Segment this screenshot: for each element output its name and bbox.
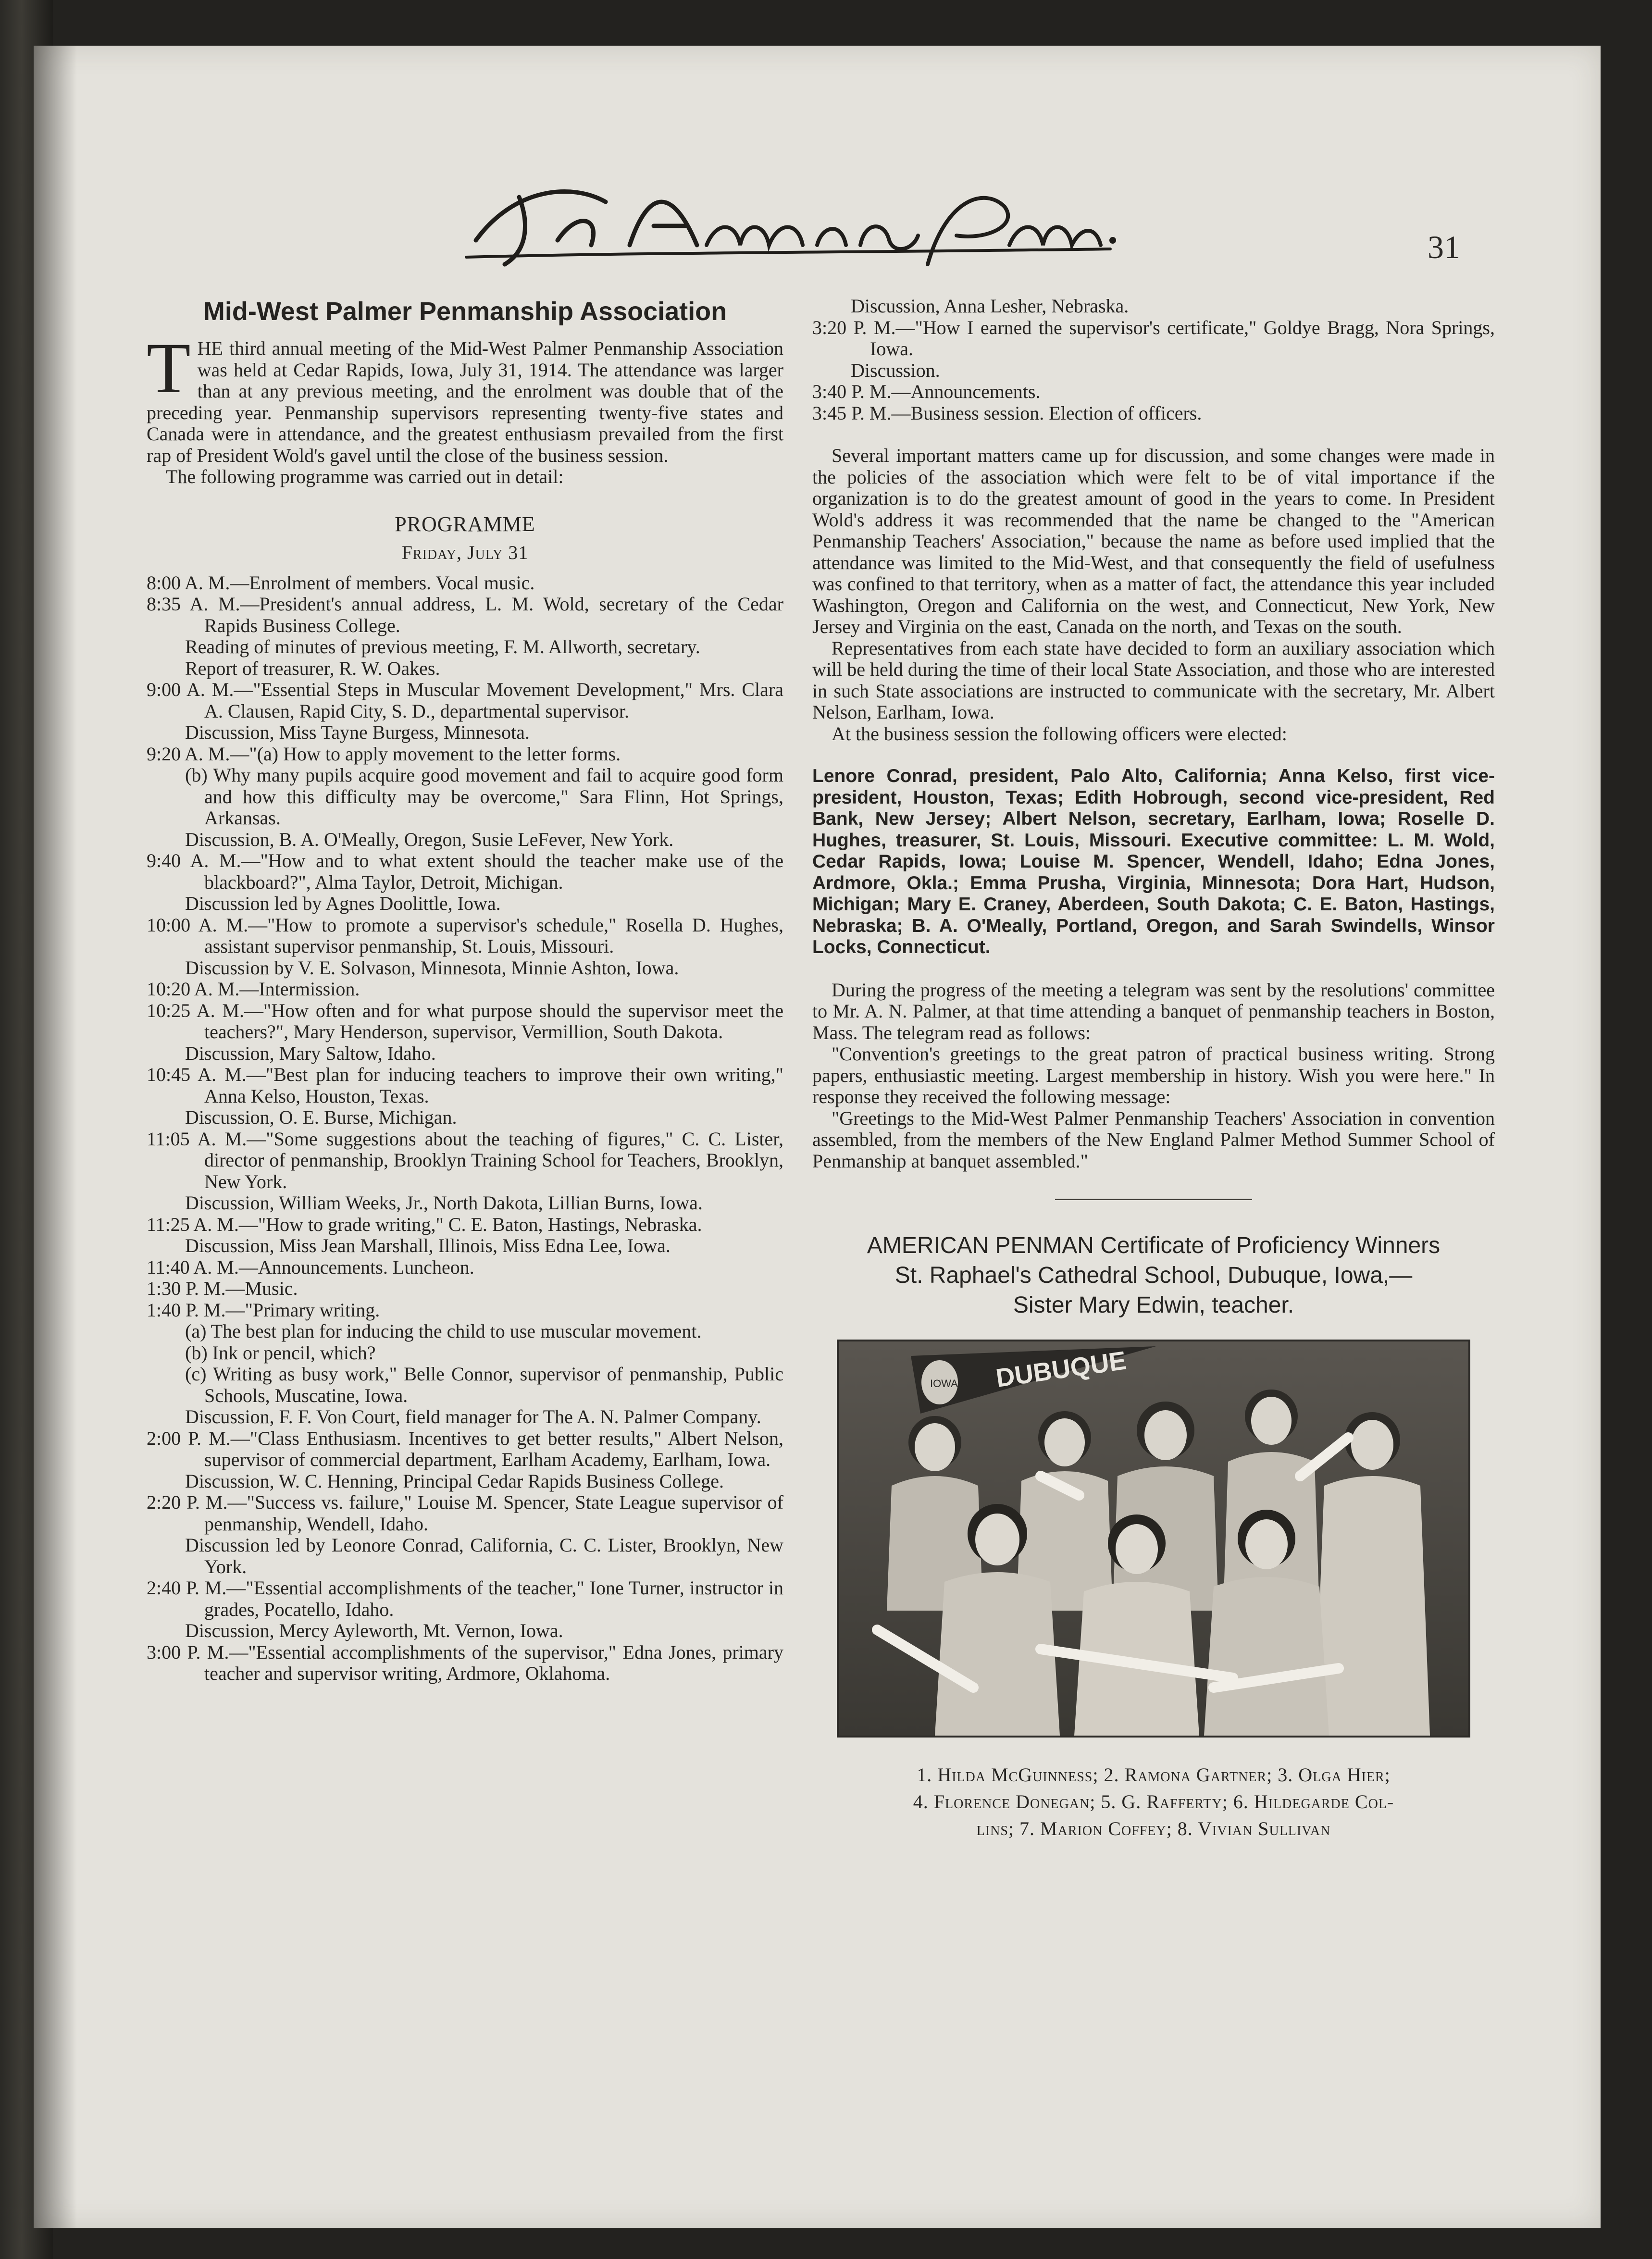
- certificate-heading-3: Sister Mary Edwin, teacher.: [1013, 1292, 1294, 1318]
- programme-list-right: [812, 296, 1495, 424]
- group-photo-image: [839, 1341, 1468, 1736]
- programme-entry: (b) Why many pupils acquire good movement and fail to acquire good form and how this difficulty may be overcome," Sara Flinn, Hot Springs, Arkansas.: [185, 764, 783, 829]
- certificate-heading-1: AMERICAN PENMAN Certificate of Proficiency Winners: [867, 1233, 1441, 1258]
- programme-entry: 8:35 A. M.—President's annual address, L. M. Wold, secretary of the Cedar Rapids Business College.: [147, 593, 783, 636]
- programme-entry: 2:20 P. M.—"Success vs. failure," Louise M. Spencer, State League supervisor of penmanship, Wendell, Idaho.: [147, 1491, 783, 1535]
- paragraph-matters: Several important matters came up for discussion, and some changes were made in the policies of the association which were felt to be of vital importance if the organization is to do the greatest amount of good in the years to come. In President Wold's address it was recommended that the name be changed to the "American Penmanship Teachers' Association," because the name as before used implied that the attendance was limited to the Mid-West, and that consequently the field of usefulness was confined to that territory, when as a matter of fact, the attendance this year included Washington, Oregon and California on the west, and Connecticut, New York, New Jersey and Virginia on the east, Canada on the north, and Texas on the south.: [812, 445, 1495, 637]
- photo-pennant-text: DUBUQUE: [994, 1346, 1129, 1393]
- programme-entry: Discussion led by Agnes Doolittle, Iowa.: [185, 893, 501, 914]
- programme-entry: Discussion, Miss Tayne Burgess, Minnesota.: [185, 721, 530, 743]
- caption-line-3: lins; 7. Marion Coffey; 8. Vivian Sullivan: [976, 1818, 1331, 1839]
- programme-entry: Discussion, B. A. O'Meally, Oregon, Susie LeFever, New York.: [185, 828, 674, 850]
- programme-entry: 2:40 P. M.—"Essential accomplishments of the teacher," Ione Turner, instructor in grades, Pocatello, Idaho.: [147, 1577, 783, 1620]
- programme-entry: Discussion, William Weeks, Jr., North Dakota, Lillian Burns, Iowa.: [185, 1192, 703, 1214]
- programme-entry: 1:40 P. M.—"Primary writing.: [147, 1299, 380, 1321]
- section-divider: [1055, 1199, 1252, 1200]
- programme-entry: 8:00 A. M.—Enrolment of members. Vocal music.: [147, 571, 535, 594]
- magazine-page: [34, 46, 1601, 2228]
- programme-entry: Reading of minutes of previous meeting, F. M. Allworth, secretary.: [185, 636, 700, 658]
- programme-list-left: [147, 572, 783, 1685]
- programme-entry: Discussion, Mary Saltow, Idaho.: [185, 1042, 436, 1064]
- programme-entry: Discussion by V. E. Solvason, Minnesota, Minnie Ashton, Iowa.: [185, 956, 679, 979]
- telegram-text: "Convention's greetings to the great patron of practical business writing. Strong papers, enthusiastic meeting. Largest membership in history. Wish you were here." In response they received the following message:: [812, 1043, 1495, 1107]
- left-column: [147, 296, 783, 1685]
- programme-entry: 9:20 A. M.—"(a) How to apply movement to the letter forms.: [147, 743, 621, 765]
- programme-entry: Report of treasurer, R. W. Oakes.: [185, 657, 440, 679]
- right-column: [812, 296, 1495, 1842]
- programme-entry: Discussion, O. E. Burse, Michigan.: [185, 1106, 457, 1128]
- officers-list: Lenore Conrad, president, Palo Alto, California; Anna Kelso, first vice-president, Houston, Texas; Edith Hobrough, second vice-president, Red Bank, New Jersey; Albert Nelson, secretary, Earlham, Iowa; Roselle D. Hughes, treasurer, St. Louis, Missouri. Executive committee: L. M. Wold, Cedar Rapids, Iowa; Louise M. Spencer, Wendell, Idaho; Edna Jones, Ardmore, Okla.; Emma Prusha, Virginia, Minnesota; Dora Hart, Hudson, Michigan; Mary E. Craney, Aberdeen, South Dakota; C. E. Baton, Hastings, Nebraska; B. A. O'Meally, Portland, Oregon, and Sarah Swindells, Winsor Locks, Connecticut.: [812, 766, 1495, 957]
- gutter-shadow: [34, 46, 77, 2228]
- programme-entry: Discussion, W. C. Henning, Principal Cedar Rapids Business College.: [185, 1470, 724, 1492]
- programme-entry: (c) Writing as busy work," Belle Connor, supervisor of penmanship, Public Schools, Muscatine, Iowa.: [185, 1363, 783, 1406]
- programme-entry: 3:40 P. M.—Announcements.: [812, 381, 1041, 402]
- programme-entry: 11:05 A. M.—"Some suggestions about the teaching of figures," C. C. Lister, director of penmanship, Brooklyn Training School for Teachers, Brooklyn, New York.: [147, 1128, 783, 1192]
- programme-entry: Discussion led by Leonore Conrad, California, C. C. Lister, Brooklyn, New York.: [185, 1534, 783, 1577]
- paragraph-officers-intro: At the business session the following officers were elected:: [832, 722, 1287, 745]
- paragraph-telegram: During the progress of the meeting a telegram was sent by the resolutions' committee to Mr. A. N. Palmer, at that time attending a banquet of penmanship teachers in Boston, Mass. The telegram read as follows:: [812, 979, 1495, 1043]
- caption-line-2: 4. Florence Donegan; 5. G. Rafferty; 6. Hildegarde Col-: [913, 1791, 1394, 1812]
- programme-entry: 9:00 A. M.—"Essential Steps in Muscular Movement Development," Mrs. Clara A. Clausen, Rapid City, S. D., departmental supervisor.: [147, 679, 783, 722]
- programme-entry: (b) Ink or pencil, which?: [185, 1341, 376, 1364]
- programme-entry: 3:45 P. M.—Business session. Election of officers.: [812, 402, 1202, 424]
- programme-date: Friday, July 31: [401, 541, 529, 563]
- programme-entry: 2:00 P. M.—"Class Enthusiasm. Incentives to get better results," Albert Nelson, supervisor of commercial department, Earlham Academy, Earlham, Iowa.: [147, 1427, 783, 1470]
- programme-entry: Discussion.: [851, 359, 940, 381]
- programme-entry: (a) The best plan for inducing the child to use muscular movement.: [185, 1320, 702, 1342]
- photo-pennant-small: IOWA: [930, 1378, 958, 1390]
- programme-entry: 9:40 A. M.—"How and to what extent should the teacher make use of the blackboard?", Alma Taylor, Detroit, Michigan.: [147, 850, 783, 893]
- programme-entry: Discussion, Anna Lesher, Nebraska.: [851, 295, 1129, 317]
- intro-paragraph: [147, 328, 783, 466]
- masthead-script-logo: [447, 168, 1120, 279]
- programme-entry: 3:20 P. M.—"How I earned the supervisor's certificate," Goldye Bragg, Nora Springs, Iowa.: [812, 316, 1495, 360]
- certificate-heading-2: St. Raphael's Cathedral School, Dubuque, Iowa,—: [894, 1263, 1413, 1288]
- article-title: Mid-West Palmer Penmanship Association: [203, 297, 727, 326]
- programme-entry: Discussion, F. F. Von Court, field manager for The A. N. Palmer Company.: [185, 1406, 761, 1427]
- reply-text: "Greetings to the Mid-West Palmer Penmanship Teachers' Association in convention assembled, from the members of the New England Palmer Method Summer School of Penmanship at banquet assembled.": [812, 1107, 1495, 1172]
- programme-entry: 10:20 A. M.—Intermission.: [147, 978, 360, 1000]
- programme-entry: 10:25 A. M.—"How often and for what purpose should the supervisor meet the teachers?", Mary Henderson, supervisor, Vermillion, South Dakota.: [147, 999, 783, 1043]
- caption-line-1: 1. Hilda McGuinness; 2. Ramona Gartner; 3. Olga Hier;: [917, 1764, 1391, 1786]
- programme-entry: 3:00 P. M.—"Essential accomplishments of the supervisor," Edna Jones, primary teacher and supervisor writing, Ardmore, Oklahoma.: [147, 1641, 783, 1684]
- programme-entry: 11:25 A. M.—"How to grade writing," C. E. Baton, Hastings, Nebraska.: [147, 1213, 702, 1235]
- page-number: 31: [1428, 229, 1460, 265]
- programme-entry: 1:30 P. M.—Music.: [147, 1278, 298, 1299]
- masthead-logo: [447, 168, 1120, 279]
- drop-cap: T: [147, 328, 191, 408]
- programme-title: PROGRAMME: [395, 512, 535, 536]
- intro-paragraph-2: The following programme was carried out in detail:: [166, 466, 564, 487]
- programme-entry: 11:40 A. M.—Announcements. Luncheon.: [147, 1256, 474, 1278]
- intro-text: HE third annual meeting of the Mid-West Palmer Penmanship Association was held at Cedar Rapids, Iowa, July 31, 1914. The attendance was larger than at any previous meeting, and the enrolment was double that of the preceding year. Penmanship supervisors representing twenty-five states and Canada were in attendance, and the greatest enthusiasm prevailed from the first rap of President Wold's gavel until the close of the business session.: [147, 337, 783, 466]
- group-photo: [837, 1340, 1470, 1738]
- programme-entry: 10:45 A. M.—"Best plan for inducing teachers to improve their own writing," Anna Kelso, Houston, Texas.: [147, 1064, 783, 1107]
- paragraph-representatives: Representatives from each state have decided to form an auxiliary association which will be held during the time of their local State Association, and those who are interested in such State associations are instructed to communicate with the secretary, Mr. Albert Nelson, Earlham, Iowa.: [812, 637, 1495, 723]
- photo-caption: [812, 1762, 1495, 1842]
- programme-entry: 10:00 A. M.—"How to promote a supervisor's schedule," Rosella D. Hughes, assistant supervisor penmanship, St. Louis, Missouri.: [147, 914, 783, 957]
- programme-entry: Discussion, Miss Jean Marshall, Illinois, Miss Edna Lee, Iowa.: [185, 1235, 671, 1256]
- programme-entry: Discussion, Mercy Ayleworth, Mt. Vernon, Iowa.: [185, 1620, 563, 1641]
